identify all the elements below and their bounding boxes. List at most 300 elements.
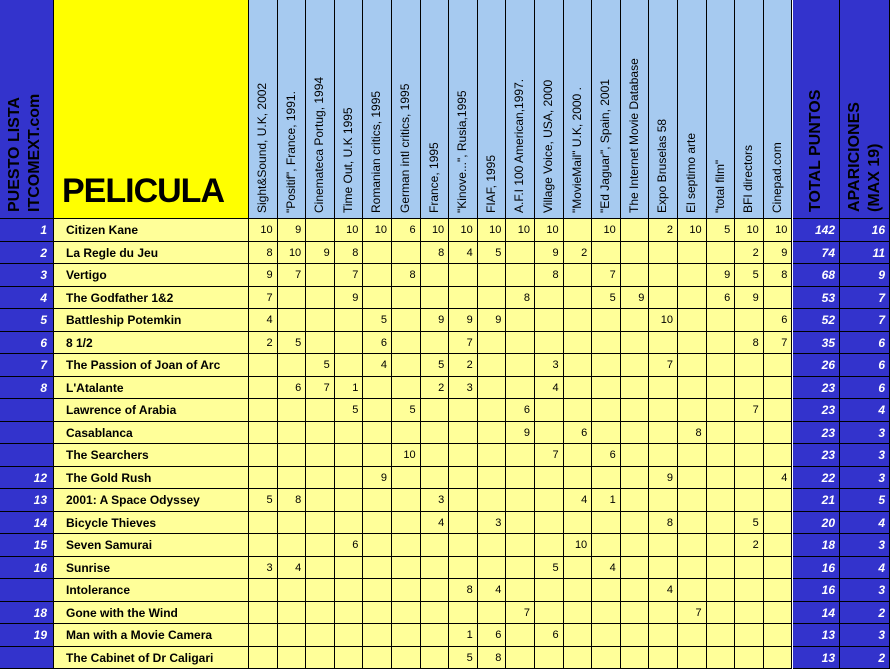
- film-title-cell: Gone with the Wind: [54, 602, 249, 625]
- source-header: [249, 0, 278, 219]
- score-cell: [621, 557, 650, 580]
- source-header-label: Cinepad.com: [769, 142, 784, 213]
- score-cell: [621, 354, 650, 377]
- score-cell: [278, 512, 307, 535]
- film-title-cell: The Cabinet of Dr Caligari: [54, 647, 249, 669]
- score-cell: [449, 444, 478, 467]
- appearances-cell: 4: [840, 557, 890, 580]
- score-cell: [707, 354, 736, 377]
- film-title-cell: The Searchers: [54, 444, 249, 467]
- score-cell: [764, 444, 793, 467]
- score-cell: [564, 287, 593, 310]
- score-cell: [506, 377, 535, 400]
- score-cell: [363, 534, 392, 557]
- score-cell: [678, 287, 707, 310]
- score-cell: [707, 422, 736, 445]
- source-header: [506, 0, 535, 219]
- score-cell: 8: [421, 242, 450, 265]
- score-cell: [421, 467, 450, 490]
- score-cell: [707, 467, 736, 490]
- score-cell: 10: [649, 309, 678, 332]
- score-cell: [735, 557, 764, 580]
- score-cell: [506, 489, 535, 512]
- score-cell: [535, 602, 564, 625]
- score-cell: 9: [735, 287, 764, 310]
- score-cell: [249, 444, 278, 467]
- score-cell: [278, 647, 307, 669]
- score-cell: [449, 512, 478, 535]
- rank-cell: 19: [0, 624, 54, 647]
- score-cell: 4: [449, 242, 478, 265]
- score-cell: [621, 242, 650, 265]
- score-cell: [306, 422, 335, 445]
- appearances-cell: 3: [840, 534, 890, 557]
- score-cell: [621, 377, 650, 400]
- score-cell: [535, 534, 564, 557]
- score-cell: [735, 624, 764, 647]
- film-title-cell: Seven Samurai: [54, 534, 249, 557]
- score-cell: [764, 422, 793, 445]
- score-cell: [649, 444, 678, 467]
- rank-cell: [0, 647, 54, 669]
- score-cell: 4: [478, 579, 507, 602]
- score-cell: [592, 354, 621, 377]
- score-cell: [735, 309, 764, 332]
- score-cell: [764, 512, 793, 535]
- score-cell: 10: [363, 219, 392, 242]
- score-cell: [335, 647, 364, 669]
- score-cell: [278, 287, 307, 310]
- score-cell: [478, 444, 507, 467]
- score-cell: [649, 422, 678, 445]
- appearances-cell: 7: [840, 287, 890, 310]
- source-header: [678, 0, 707, 219]
- score-cell: [421, 399, 450, 422]
- score-cell: [621, 332, 650, 355]
- source-header: [392, 0, 421, 219]
- score-cell: [306, 219, 335, 242]
- score-cell: [335, 624, 364, 647]
- total-points-cell: 20: [793, 512, 840, 535]
- film-title-cell: 8 1/2: [54, 332, 249, 355]
- rank-cell: 3: [0, 264, 54, 287]
- score-cell: [678, 467, 707, 490]
- score-cell: [707, 512, 736, 535]
- score-cell: [363, 242, 392, 265]
- score-cell: [363, 287, 392, 310]
- score-cell: [449, 534, 478, 557]
- score-cell: [306, 287, 335, 310]
- score-cell: [535, 647, 564, 669]
- score-cell: 9: [621, 287, 650, 310]
- score-cell: 10: [735, 219, 764, 242]
- score-cell: [592, 242, 621, 265]
- score-cell: [649, 647, 678, 669]
- score-cell: [506, 309, 535, 332]
- score-cell: [278, 534, 307, 557]
- score-cell: [335, 557, 364, 580]
- rank-cell: 4: [0, 287, 54, 310]
- score-cell: 9: [649, 467, 678, 490]
- score-cell: [249, 377, 278, 400]
- score-cell: 7: [535, 444, 564, 467]
- score-cell: [707, 332, 736, 355]
- score-cell: 10: [564, 534, 593, 557]
- score-cell: 1: [592, 489, 621, 512]
- score-cell: [678, 647, 707, 669]
- score-cell: [249, 602, 278, 625]
- score-cell: [764, 489, 793, 512]
- score-cell: 7: [449, 332, 478, 355]
- score-cell: [306, 332, 335, 355]
- rank-header-label: PUESTO LISTA: [6, 97, 23, 212]
- score-cell: [564, 647, 593, 669]
- source-header: [335, 0, 364, 219]
- total-points-cell: 52: [793, 309, 840, 332]
- score-cell: 6: [363, 332, 392, 355]
- score-cell: [335, 489, 364, 512]
- source-header-label: "Kinove...", Rusia,1995: [455, 90, 470, 213]
- score-cell: [506, 264, 535, 287]
- score-cell: 8: [735, 332, 764, 355]
- score-cell: [707, 579, 736, 602]
- appearances-cell: 11: [840, 242, 890, 265]
- score-cell: 2: [421, 377, 450, 400]
- score-cell: 7: [592, 264, 621, 287]
- rank-cell: 13: [0, 489, 54, 512]
- film-title-cell: Battleship Potemkin: [54, 309, 249, 332]
- score-cell: [621, 309, 650, 332]
- score-cell: [363, 602, 392, 625]
- score-cell: [506, 354, 535, 377]
- film-title-cell: Casablanca: [54, 422, 249, 445]
- score-cell: [392, 534, 421, 557]
- score-cell: [449, 399, 478, 422]
- score-cell: [564, 399, 593, 422]
- score-cell: [363, 557, 392, 580]
- appearances-cell: 5: [840, 489, 890, 512]
- score-cell: [392, 489, 421, 512]
- source-header-label: German intl critics, 1995: [398, 83, 412, 213]
- score-cell: [621, 264, 650, 287]
- film-title-cell: The Passion of Joan of Arc: [54, 354, 249, 377]
- score-cell: 8: [535, 264, 564, 287]
- score-cell: [335, 422, 364, 445]
- rank-cell: [0, 579, 54, 602]
- score-cell: [506, 444, 535, 467]
- rank-cell: 2: [0, 242, 54, 265]
- score-cell: [392, 557, 421, 580]
- score-cell: [621, 489, 650, 512]
- score-cell: 1: [335, 377, 364, 400]
- score-cell: [421, 624, 450, 647]
- rank-cell: 6: [0, 332, 54, 355]
- score-cell: 10: [592, 219, 621, 242]
- score-cell: [735, 647, 764, 669]
- score-cell: [564, 444, 593, 467]
- score-cell: [564, 624, 593, 647]
- score-cell: [449, 557, 478, 580]
- total-points-cell: 16: [793, 579, 840, 602]
- score-cell: 4: [363, 354, 392, 377]
- score-cell: [535, 287, 564, 310]
- total-points-cell: 142: [793, 219, 840, 242]
- score-cell: 7: [764, 332, 793, 355]
- score-cell: [249, 512, 278, 535]
- score-cell: [678, 557, 707, 580]
- score-cell: [392, 377, 421, 400]
- score-cell: [592, 579, 621, 602]
- score-cell: [421, 534, 450, 557]
- score-cell: 7: [678, 602, 707, 625]
- score-cell: [306, 534, 335, 557]
- score-cell: [278, 624, 307, 647]
- score-cell: [592, 467, 621, 490]
- rank-cell: 15: [0, 534, 54, 557]
- apps-header-label: APARICIONES: [846, 102, 863, 212]
- score-cell: 6: [764, 309, 793, 332]
- appearances-cell: 6: [840, 332, 890, 355]
- score-cell: [678, 399, 707, 422]
- score-cell: [249, 534, 278, 557]
- score-cell: [621, 422, 650, 445]
- score-cell: 3: [478, 512, 507, 535]
- film-title-cell: Citizen Kane: [54, 219, 249, 242]
- score-cell: [249, 579, 278, 602]
- score-cell: 6: [478, 624, 507, 647]
- score-cell: [392, 512, 421, 535]
- score-cell: [707, 557, 736, 580]
- score-cell: [535, 512, 564, 535]
- score-cell: [535, 309, 564, 332]
- rank-cell: 5: [0, 309, 54, 332]
- score-cell: 9: [249, 264, 278, 287]
- score-cell: [735, 489, 764, 512]
- score-cell: [478, 354, 507, 377]
- score-cell: [564, 467, 593, 490]
- score-cell: 8: [649, 512, 678, 535]
- source-header: [449, 0, 478, 219]
- source-header-label: Romanian critics, 1995: [369, 90, 384, 213]
- score-cell: [278, 467, 307, 490]
- score-cell: [249, 624, 278, 647]
- score-cell: [535, 489, 564, 512]
- score-cell: [249, 647, 278, 669]
- rank-cell: [0, 444, 54, 467]
- film-title-cell: Bicycle Thieves: [54, 512, 249, 535]
- score-cell: [621, 444, 650, 467]
- score-cell: [478, 287, 507, 310]
- score-cell: [506, 557, 535, 580]
- score-cell: [335, 467, 364, 490]
- score-cell: [707, 647, 736, 669]
- source-header: [735, 0, 764, 219]
- source-header-label: "Positif", France, 1991.: [283, 91, 298, 213]
- score-cell: [392, 242, 421, 265]
- score-cell: [564, 512, 593, 535]
- source-header: [278, 0, 307, 219]
- score-cell: [564, 354, 593, 377]
- source-header-label: Time Out, U.K 1995: [340, 107, 355, 213]
- source-header-label: A.F.I 100 American,1997.: [512, 78, 527, 213]
- score-cell: 3: [249, 557, 278, 580]
- appearances-cell: 3: [840, 467, 890, 490]
- score-cell: [306, 309, 335, 332]
- score-cell: 4: [649, 579, 678, 602]
- score-cell: 2: [735, 534, 764, 557]
- score-cell: [421, 444, 450, 467]
- score-cell: [335, 309, 364, 332]
- film-title-cell: L'Atalante: [54, 377, 249, 400]
- score-cell: [249, 467, 278, 490]
- score-cell: [735, 422, 764, 445]
- score-cell: [764, 377, 793, 400]
- score-cell: [592, 377, 621, 400]
- score-cell: [335, 444, 364, 467]
- score-cell: [707, 444, 736, 467]
- score-cell: 10: [249, 219, 278, 242]
- score-cell: 10: [392, 444, 421, 467]
- appearances-cell: 7: [840, 309, 890, 332]
- score-cell: [392, 467, 421, 490]
- score-cell: [764, 534, 793, 557]
- score-cell: [592, 624, 621, 647]
- score-cell: [421, 579, 450, 602]
- source-header: [535, 0, 564, 219]
- score-cell: [306, 557, 335, 580]
- score-cell: [506, 534, 535, 557]
- score-cell: [735, 444, 764, 467]
- score-cell: [421, 422, 450, 445]
- total-points-cell: 14: [793, 602, 840, 625]
- score-cell: [421, 332, 450, 355]
- score-cell: [363, 579, 392, 602]
- score-cell: [707, 377, 736, 400]
- score-cell: [621, 467, 650, 490]
- rank-cell: [0, 422, 54, 445]
- total-points-cell: 23: [793, 377, 840, 400]
- score-cell: [735, 354, 764, 377]
- score-cell: [649, 377, 678, 400]
- score-cell: [506, 332, 535, 355]
- score-cell: [306, 467, 335, 490]
- score-cell: 4: [421, 512, 450, 535]
- title-header: [54, 0, 249, 219]
- score-cell: [392, 354, 421, 377]
- score-cell: 5: [735, 512, 764, 535]
- appearances-cell: 3: [840, 444, 890, 467]
- score-cell: [306, 624, 335, 647]
- source-header-label: BFI directors: [741, 144, 756, 213]
- total-points-cell: 68: [793, 264, 840, 287]
- score-cell: [278, 422, 307, 445]
- score-cell: [621, 647, 650, 669]
- score-cell: [306, 489, 335, 512]
- source-header-label: "total film": [712, 159, 727, 213]
- source-header-label: The Internet Movie Database: [626, 58, 641, 213]
- rank-cell: 1: [0, 219, 54, 242]
- score-cell: 8: [506, 287, 535, 310]
- score-cell: [649, 399, 678, 422]
- score-cell: [506, 242, 535, 265]
- score-cell: [592, 422, 621, 445]
- score-cell: 1: [449, 624, 478, 647]
- score-cell: [449, 422, 478, 445]
- score-cell: [564, 332, 593, 355]
- score-cell: [506, 624, 535, 647]
- score-cell: 10: [421, 219, 450, 242]
- score-cell: 5: [535, 557, 564, 580]
- total-header-label: TOTAL PUNTOS: [807, 89, 824, 212]
- score-cell: [564, 579, 593, 602]
- source-header: [421, 0, 450, 219]
- total-points-cell: 22: [793, 467, 840, 490]
- score-cell: [363, 422, 392, 445]
- score-cell: [335, 512, 364, 535]
- score-cell: [621, 399, 650, 422]
- score-cell: 3: [449, 377, 478, 400]
- score-cell: 5: [249, 489, 278, 512]
- score-cell: [306, 444, 335, 467]
- score-cell: 10: [764, 219, 793, 242]
- film-title-cell: The Godfather 1&2: [54, 287, 249, 310]
- score-cell: 10: [278, 242, 307, 265]
- score-cell: 2: [649, 219, 678, 242]
- score-cell: [535, 399, 564, 422]
- score-cell: [535, 422, 564, 445]
- score-cell: [649, 264, 678, 287]
- score-cell: 10: [335, 219, 364, 242]
- score-cell: [649, 557, 678, 580]
- score-cell: 6: [506, 399, 535, 422]
- score-cell: [392, 624, 421, 647]
- appearances-cell: 3: [840, 422, 890, 445]
- score-cell: 2: [249, 332, 278, 355]
- source-header-label: France, 1995: [426, 142, 441, 213]
- score-cell: [649, 287, 678, 310]
- score-cell: [707, 309, 736, 332]
- score-cell: 7: [306, 377, 335, 400]
- source-header: [621, 0, 650, 219]
- score-cell: [649, 489, 678, 512]
- score-cell: 10: [535, 219, 564, 242]
- score-cell: [449, 489, 478, 512]
- score-cell: [449, 287, 478, 310]
- score-cell: [592, 534, 621, 557]
- score-cell: [592, 647, 621, 669]
- score-cell: [278, 354, 307, 377]
- score-cell: [621, 602, 650, 625]
- score-cell: [278, 309, 307, 332]
- score-cell: 6: [707, 287, 736, 310]
- score-cell: [306, 579, 335, 602]
- score-cell: 4: [592, 557, 621, 580]
- score-cell: 9: [764, 242, 793, 265]
- score-cell: [764, 624, 793, 647]
- score-cell: [678, 377, 707, 400]
- score-cell: 7: [506, 602, 535, 625]
- rank-cell: [0, 399, 54, 422]
- score-cell: [764, 579, 793, 602]
- score-cell: 7: [649, 354, 678, 377]
- score-cell: 5: [735, 264, 764, 287]
- score-cell: [392, 287, 421, 310]
- score-cell: [363, 264, 392, 287]
- score-cell: 10: [678, 219, 707, 242]
- score-cell: [392, 647, 421, 669]
- score-cell: 10: [506, 219, 535, 242]
- rank-header-label-2: ITCOMEXT.com: [26, 93, 43, 212]
